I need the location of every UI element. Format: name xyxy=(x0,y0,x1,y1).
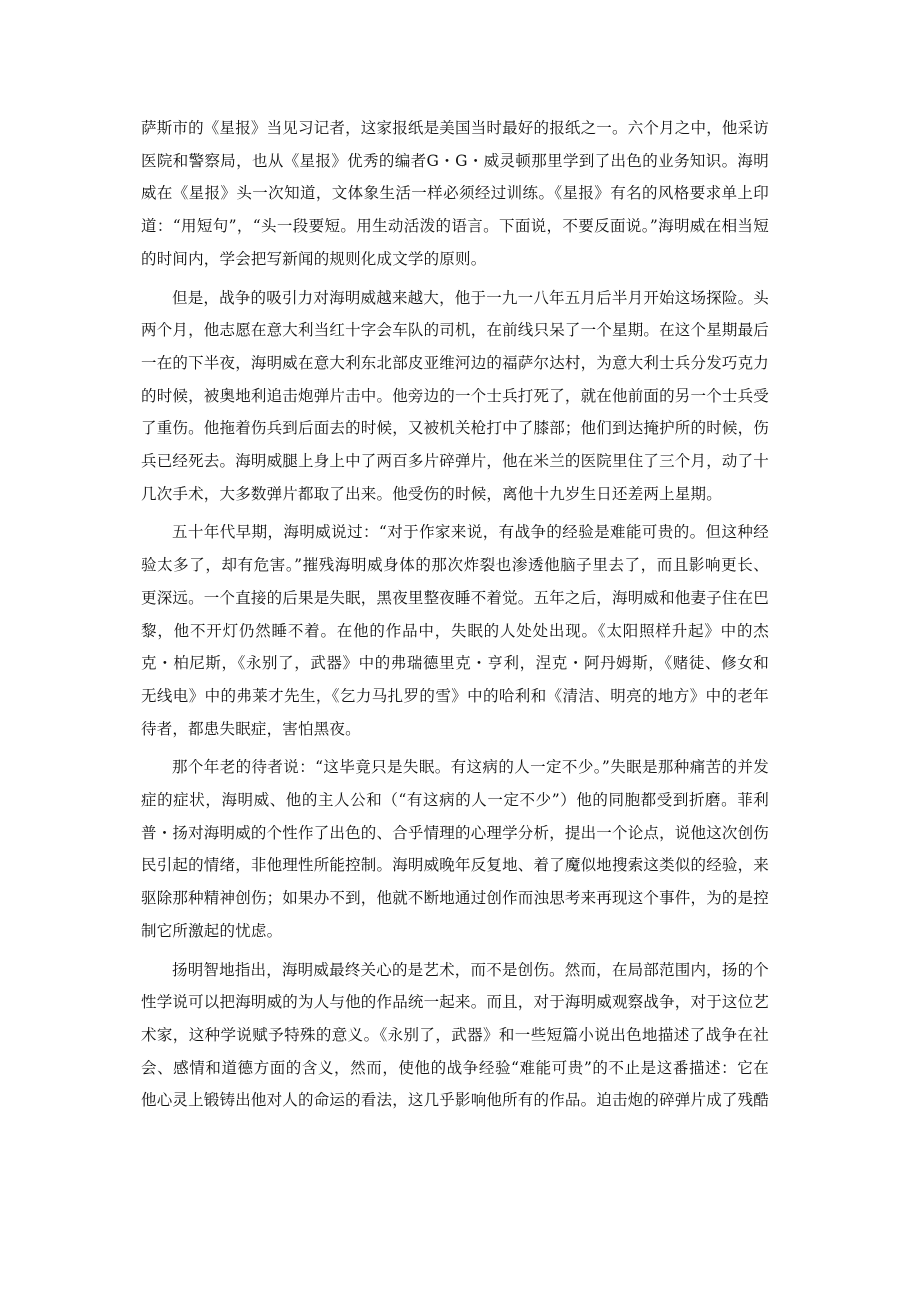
paragraph-3: 五十年代早期，海明威说过：“对于作家来说，有战争的经验是难能可贵的。但这种经验太多了，却有危害。”摧残海明威身体的那次炸裂也渗透他脑子里去了，而且影响更长、更深远。一个直接的后果是失眠，黑夜里整夜睡不着觉。五年之后，海明威和他妻子住在巴黎，他不开灯仍然睡不着。在他的作品中，失眠的人处处出现。《太阳照样升起》中的杰克・柏尼斯，《永别了，武器》中的弗瑞德里克・亨利，涅克・阿丹姆斯，《赌徒、修女和无线电》中的弗莱才先生，《乞力马扎罗的雪》中的哈利和《清洁、明亮的地方》中的老年待者，都患失眠症，害怕黑夜。 xyxy=(141,523,770,738)
paragraph-4: 那个年老的待者说：“这毕竟只是失眠。有这病的人一定不少。”失眠是那种痛苦的并发症的症状，海明威、他的主人公和（“有这病的人一定不少”）他的同胞都受到折磨。菲利普・扬对海明威的个性作了出色的、合乎情理的心理学分析，提出一个论点，说他这次创伤民引起的情绪，非他理性所能控制。海明威晚年反复地、着了魔似地搜索这类似的经验，来驱除那种精神创伤；如果办不到，他就不断地通过创作而浊思考来再现这个事件，为的是控制它所激起的忧虑。 xyxy=(141,758,770,940)
document-body xyxy=(141,112,769,1123)
paragraph-2: 但是，战争的吸引力对海明威越来越大，他于一九一八年五月后半月开始这场探险。头两个月，他志愿在意大利当红十字会车队的司机，在前线只呆了一个星期。在这个星期最后一在的下半夜，海明威在意大利东北部皮亚维河边的福萨尔达村，为意大利士兵分发巧克力的时候，被奥地利追击炮弹片击中。他旁边的一个士兵打死了，就在他前面的另一个士兵受了重伤。他拖着伤兵到后面去的时候，又被机关枪打中了膝部；他们到达掩护所的时候，伤兵已经死去。海明威腿上身上中了两百多片碎弹片，他在米兰的医院里住了三个月，动了十几次手术，大多数弹片都取了出来。他受伤的时候，离他十九岁生日还差两上星期。 xyxy=(141,288,770,503)
paragraph-1: 萨斯市的《星报》当见习记者，这家报纸是美国当时最好的报纸之一。六个月之中，他采访医院和警察局，也从《星报》优秀的编者G・G・威灵顿那里学到了出色的业务知识。海明威在《星报》头一次知道，文体象生活一样必须经过训练。《星报》有名的风格要求单上印道：“用短句”，“头一段要短。用生动活泼的语言。下面说，不要反面说。”海明威在相当短的时间内，学会把写新闻的规则化成文学的原则。 xyxy=(141,119,770,268)
paragraph-5: 扬明智地指出，海明威最终关心的是艺术，而不是创伤。然而，在局部范围内，扬的个性学说可以把海明威的为人与他的作品统一起来。而且，对于海明威观察战争，对于这位艺术家，这种学说赋予特殊的意义。《永别了，武器》和一些短篇小说出色地描述了战争在社会、感情和道德方面的含义，然而，使他的战争经验“难能可贵”的不止是这番描述：它在他心灵上锻铸出他对人的命运的看法，这几乎影响他所有的作品。迫击炮的碎弹片成了残酷 xyxy=(141,960,770,1110)
